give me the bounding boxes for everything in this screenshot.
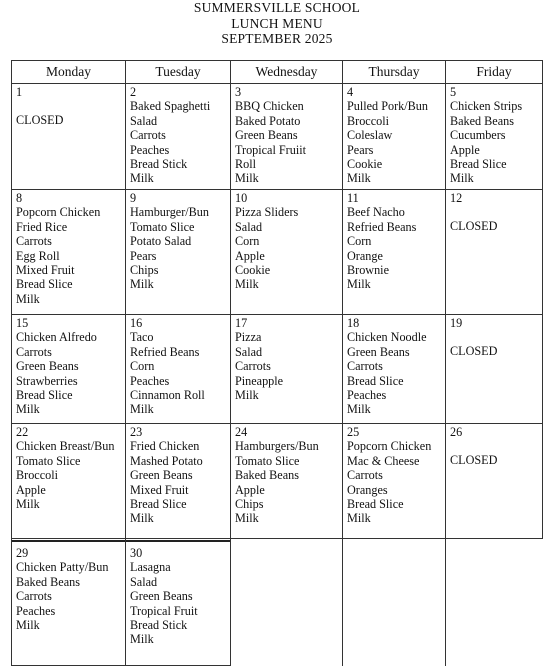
menu-month: SEPTEMBER 2025 xyxy=(221,31,333,46)
date-number: 12 xyxy=(450,191,463,205)
day-header-friday: Friday xyxy=(446,61,543,84)
menu-item: Milk xyxy=(130,402,154,417)
menu-item: Salad xyxy=(235,344,263,359)
date-number: 25 xyxy=(347,425,360,439)
day-cell-wednesday xyxy=(231,84,343,190)
day-cell-wednesday xyxy=(231,190,343,315)
menu-item: Lasagna xyxy=(130,560,171,575)
empty-day-cell xyxy=(446,539,543,666)
date-number: 5 xyxy=(450,85,457,99)
menu-item: Carrots xyxy=(235,359,271,374)
menu-item: Mac & Cheese xyxy=(347,453,420,468)
day-cell-monday xyxy=(12,84,126,190)
menu-item: Baked Beans xyxy=(16,574,80,589)
week-row xyxy=(12,315,543,424)
menu-item: Chicken Noodle xyxy=(347,330,427,345)
menu-item: Cucumbers xyxy=(450,128,506,143)
menu-item: Cinnamon Roll xyxy=(130,388,205,403)
date-number: 9 xyxy=(130,191,137,205)
menu-item: Chicken Strips xyxy=(450,99,523,114)
menu-item: Taco xyxy=(130,330,154,345)
menu-item: Tropical Fruiit xyxy=(235,142,306,157)
date-number: 16 xyxy=(130,316,143,330)
menu-item: Carrots xyxy=(347,359,383,374)
menu-item: Carrots xyxy=(16,234,52,249)
menu-item: Carrots xyxy=(16,344,52,359)
menu-item: Pears xyxy=(347,142,374,157)
date-number: 3 xyxy=(235,85,242,99)
menu-item: Green Beans xyxy=(130,589,193,604)
date-number: 11 xyxy=(347,191,359,205)
menu-item: Oranges xyxy=(347,482,388,497)
closed-label: CLOSED xyxy=(16,113,64,128)
menu-item: Milk xyxy=(347,277,371,292)
day-header-thursday: Thursday xyxy=(343,61,446,84)
menu-item: Refried Beans xyxy=(130,344,200,359)
menu-item: Roll xyxy=(235,157,256,172)
menu-item: Milk xyxy=(235,511,259,526)
cell-divider xyxy=(126,540,230,542)
date-number: 2 xyxy=(130,85,137,99)
empty-day-cell xyxy=(231,539,343,666)
date-number: 10 xyxy=(235,191,248,205)
menu-item: Bread Slice xyxy=(347,373,404,388)
menu-item: Pineapple xyxy=(235,373,284,388)
date-number: 15 xyxy=(16,316,29,330)
menu-item: Brownie xyxy=(347,263,389,278)
menu-item: Mixed Fruit xyxy=(16,263,75,278)
menu-item: Corn xyxy=(130,359,155,374)
menu-item: Potato Salad xyxy=(130,234,192,249)
day-header-tuesday: Tuesday xyxy=(126,61,231,84)
menu-item: Milk xyxy=(16,402,40,417)
menu-item: Milk xyxy=(130,632,154,647)
week-row xyxy=(12,539,543,666)
menu-item: Milk xyxy=(16,291,40,306)
menu-item: Apple xyxy=(450,142,480,157)
menu-item: Coleslaw xyxy=(347,128,393,143)
menu-item: Popcorn Chicken xyxy=(16,205,101,220)
day-cell-thursday xyxy=(343,424,446,539)
day-cell-tuesday xyxy=(126,190,231,315)
menu-item: Baked Beans xyxy=(235,468,299,483)
menu-item: Fried Rice xyxy=(16,219,68,234)
day-cell-thursday xyxy=(343,84,446,190)
weekday-header-row xyxy=(12,61,543,84)
menu-item: Egg Roll xyxy=(16,248,60,263)
menu-item: Chicken Breast/Bun xyxy=(16,439,115,454)
day-header-wednesday: Wednesday xyxy=(231,61,343,84)
menu-item: Hamburgers/Bun xyxy=(235,439,319,454)
day-cell-friday xyxy=(446,84,543,190)
date-number: 26 xyxy=(450,425,463,439)
menu-item: Peaches xyxy=(130,373,170,388)
menu-item: Pears xyxy=(130,248,157,263)
menu-item: Hamburger/Bun xyxy=(130,205,209,220)
cell-divider xyxy=(12,540,125,542)
menu-item: Milk xyxy=(235,277,259,292)
menu-item: Strawberries xyxy=(16,373,78,388)
menu-item: Carrots xyxy=(347,468,383,483)
menu-item: Pulled Pork/Bun xyxy=(347,99,428,114)
menu-item: Pizza Sliders xyxy=(235,205,299,220)
menu-item: Milk xyxy=(235,171,259,186)
menu-item: Tomato Slice xyxy=(130,219,195,234)
menu-item: Peaches xyxy=(130,142,170,157)
menu-item: Mixed Fruit xyxy=(130,482,189,497)
day-cell-monday xyxy=(12,190,126,315)
closed-label: CLOSED xyxy=(450,453,498,468)
week-row xyxy=(12,190,543,315)
menu-item: Tomato Slice xyxy=(16,453,81,468)
menu-item: Tomato Slice xyxy=(235,453,300,468)
menu-item: Broccoli xyxy=(347,113,389,128)
menu-item: Milk xyxy=(130,511,154,526)
menu-item: Chips xyxy=(130,263,159,278)
date-number: 22 xyxy=(16,425,29,439)
date-number: 1 xyxy=(16,85,23,99)
day-cell-friday xyxy=(446,315,543,424)
date-number: 29 xyxy=(16,546,29,560)
day-cell-wednesday xyxy=(231,424,343,539)
menu-item: Salad xyxy=(130,574,158,589)
menu-item: Apple xyxy=(235,248,265,263)
menu-item: Green Beans xyxy=(130,468,193,483)
date-number: 30 xyxy=(130,546,143,560)
day-cell-tuesday xyxy=(126,84,231,190)
menu-item: Corn xyxy=(347,234,372,249)
menu-item: Milk xyxy=(130,277,154,292)
menu-item: Carrots xyxy=(130,128,166,143)
menu-item: Bread Slice xyxy=(16,277,73,292)
menu-item: BBQ Chicken xyxy=(235,99,304,114)
menu-item: Cookie xyxy=(347,157,383,172)
menu-item: Mashed Potato xyxy=(130,453,203,468)
closed-label: CLOSED xyxy=(450,344,498,359)
menu-item: Peaches xyxy=(16,603,56,618)
menu-item: Salad xyxy=(235,219,263,234)
menu-item: Chicken Alfredo xyxy=(16,330,97,345)
lunch-menu-table xyxy=(11,60,543,666)
day-cell-monday xyxy=(12,424,126,539)
date-number: 19 xyxy=(450,316,463,330)
menu-item: Popcorn Chicken xyxy=(347,439,432,454)
menu-item: Baked Spaghetti xyxy=(130,99,211,114)
day-cell-tuesday xyxy=(126,539,231,666)
menu-item: Apple xyxy=(235,482,265,497)
menu-item: Baked Beans xyxy=(450,113,514,128)
menu-item: Milk xyxy=(16,497,40,512)
menu-item: Orange xyxy=(347,248,383,263)
menu-item: Chicken Patty/Bun xyxy=(16,560,109,575)
day-cell-tuesday xyxy=(126,315,231,424)
menu-item: Salad xyxy=(130,113,158,128)
day-cell-thursday xyxy=(343,190,446,315)
menu-item: Broccoli xyxy=(16,468,58,483)
menu-item: Milk xyxy=(130,171,154,186)
menu-item: Peaches xyxy=(347,388,387,403)
date-number: 4 xyxy=(347,85,354,99)
date-number: 18 xyxy=(347,316,360,330)
menu-item: Refried Beans xyxy=(347,219,417,234)
day-cell-thursday xyxy=(343,315,446,424)
menu-item: Bread Stick xyxy=(130,157,188,172)
school-name: SUMMERSVILLE SCHOOL xyxy=(193,0,361,15)
menu-item: Milk xyxy=(235,388,259,403)
menu-item: Milk xyxy=(16,618,40,633)
day-cell-friday xyxy=(446,190,543,315)
date-number: 8 xyxy=(16,191,23,205)
menu-item: Corn xyxy=(235,234,260,249)
menu-title: LUNCH MENU xyxy=(231,15,323,31)
menu-item: Baked Potato xyxy=(235,113,301,128)
closed-label: CLOSED xyxy=(450,219,498,234)
day-cell-wednesday xyxy=(231,315,343,424)
menu-item: Green Beans xyxy=(347,344,410,359)
empty-day-cell xyxy=(343,539,446,666)
menu-item: Tropical Fruit xyxy=(130,603,198,618)
menu-item: Pizza xyxy=(235,330,262,345)
menu-item: Milk xyxy=(347,171,371,186)
menu-item: Beef Nacho xyxy=(347,205,405,220)
menu-item: Green Beans xyxy=(235,128,298,143)
menu-item: Chips xyxy=(235,497,264,512)
day-cell-tuesday xyxy=(126,424,231,539)
menu-item: Milk xyxy=(347,511,371,526)
menu-item: Milk xyxy=(450,171,474,186)
day-cell-monday xyxy=(12,315,126,424)
week-row xyxy=(12,424,543,539)
date-number: 24 xyxy=(235,425,248,439)
date-number: 17 xyxy=(235,316,248,330)
week-row xyxy=(12,84,543,190)
menu-item: Carrots xyxy=(16,589,52,604)
menu-item: Green Beans xyxy=(16,359,79,374)
day-cell-friday xyxy=(446,424,543,539)
menu-item: Bread Slice xyxy=(130,497,187,512)
menu-item: Milk xyxy=(347,402,371,417)
menu-item: Bread Slice xyxy=(450,157,507,172)
date-number: 23 xyxy=(130,425,143,439)
menu-item: Apple xyxy=(16,482,46,497)
menu-header xyxy=(0,0,554,47)
menu-item: Bread Slice xyxy=(347,497,404,512)
menu-item: Bread Stick xyxy=(130,618,188,633)
menu-item: Fried Chicken xyxy=(130,439,200,454)
menu-item: Bread Slice xyxy=(16,388,73,403)
menu-item: Cookie xyxy=(235,263,271,278)
day-cell-monday xyxy=(12,539,126,666)
day-header-monday: Monday xyxy=(12,61,126,84)
